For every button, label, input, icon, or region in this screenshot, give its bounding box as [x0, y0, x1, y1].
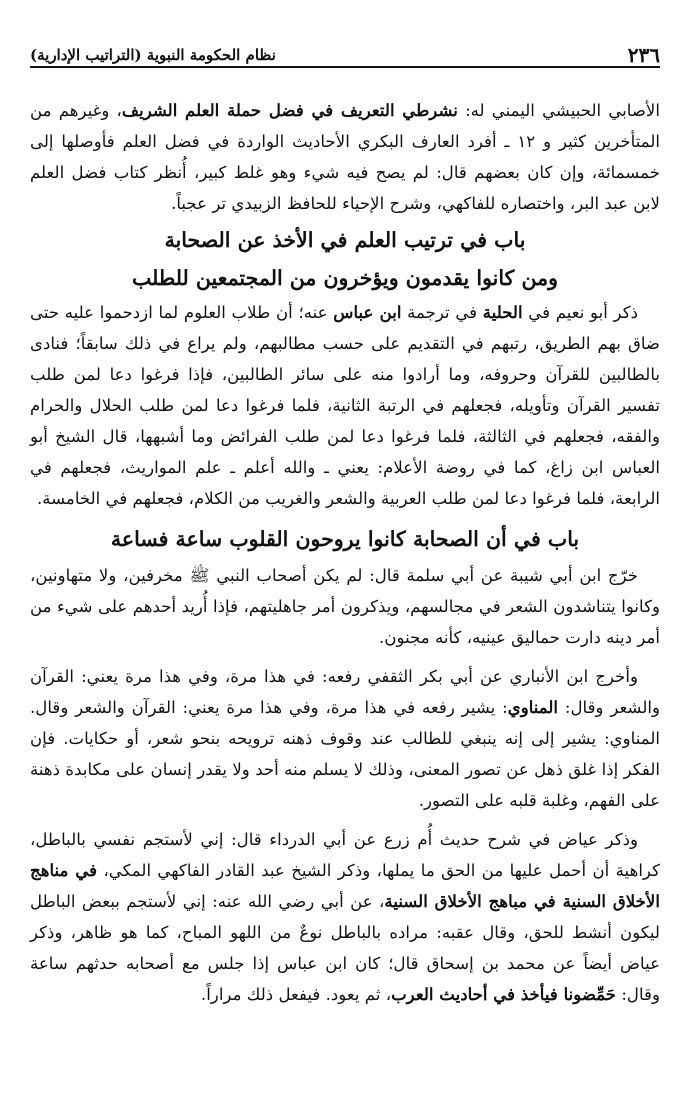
- bold-person-name: ابن عباس: [333, 302, 402, 322]
- section-heading-1-line-1: باب في ترتيب العلم في الأخذ عن الصحابة: [164, 228, 526, 252]
- bold-title: نشرطي التعريف في فضل حملة العلم الشريف: [121, 100, 458, 120]
- paragraph-2: ذكر أبو نعيم في الحلية في ترجمة ابن عباس عنه؛ أن طلاب العلوم لما ازدحموا عليه حتى ضاق بهم الطريق، رتبهم في التقديم على حسب مطالبهم، ولم يراع في ذلك سابقاً؛ فنادى بالطالبين للقرآن وحروفه، وما أرادوا منه على سائر الطالبين، فإذا فرغوا دعا لمن طلب تفسير القرآن وتأويله، فجعلهم في الرتبة الثانية، فلما فرغوا دعا لمن طلب الحلال والحرام والفقه، فجعلهم في الثالثة، فلما فرغوا دعا لمن طلب الفرائض وما أشبهها، قال الشيخ أبو العباس ابن زاغ، كما في روضة الأعلام: يعني ـ والله أعلم ـ علم المواريث، فجعلهم في الرابعة، فلما فرغوا دعا لمن طلب العربية والشعر والغريب من الكلام، فجعلهم في الخامسة.: [30, 302, 660, 508]
- paragraph-1: الأصابي الحبيشي اليمني له: نشرطي التعريف في فضل حملة العلم الشريف، وغيرهم من المتأخرين كثير و ١٢ ـ أفرد العارف البكري الأحاديث الواردة في فضل العلم فأوصلها إلى خمسمائة، وإن كان بعضهم قال: لم يصح فيه شيء وهو غلط كبير، أُنظر كتاب فضل العلم لابن عبد البر، واختصاره للفاكهي، وشرح الإحياء للحافظ الزبيدي تر عجباً.: [30, 100, 660, 213]
- section-heading-1-line-2: ومن كانوا يقدمون ويؤخرون من المجتمعين للطلب: [132, 266, 558, 290]
- bold-quote: حَمِّضونا فيأخذ في أحاديث العرب: [391, 984, 617, 1004]
- section-heading-2: باب في أن الصحابة كانوا يروحون القلوب ساعة فساعة: [110, 527, 580, 551]
- page-body: [30, 95, 660, 1010]
- header-divider: [30, 66, 660, 68]
- paragraph-5: وذكر عياض في شرح حديث أُم زرع عن أبي الدرداء قال: إني لأستجم نفسي بالباطل، كراهية أن أحمل عليها من الحق ما يملها، وذكر الشيخ عبد القادر الفاكهي المكي، في مناهج الأخلاق السنية في مباهج الأخلاق السنية، عن أبي رضي الله عنه: إني لأستجم ببعض الباطل ليكون أنشط للحق، وقال عقبه: مراده بالباطل نوعٌ من اللهو المباح، كما هو ظاهر، وذكر عياض أيضاً عن محمد بن إسحاق قال؛ كان ابن عباس إذا جلس مع أصحابه حدثهم ساعة وقال: حَمِّضونا فيأخذ في أحاديث العرب، ثم يعود. فيفعل ذلك مراراً.: [30, 830, 660, 1004]
- paragraph-3: خرّج ابن أبي شيبة عن أبي سلمة قال: لم يكن أصحاب النبي ﷺ مخرفين، ولا متهاونين، وكانوا يتناشدون الشعر في مجالسهم، ويذكرون أمر جاهليتهم، فإذا أُريد أحدهم على شيء من أمر دينه دارت حماليق عينيه، كأنه مجنون.: [30, 566, 660, 647]
- page-number: ٢٣٦: [627, 43, 660, 67]
- paragraph-4: وأخرج ابن الأنباري عن أبي بكر الثقفي رفعه: في هذا مرة، وفي هذا مرة يعني: القرآن والشعر وقال: المناوي: يشير رفعه في هذا مرة، وفي هذا مرة يعني: القرآن والشعر وقال. المناوي: يشير إلى إنه ينبغي للطالب عند وقوف ذهنه ترويحه بنحو شعر، أو حكايات. فإن الفكر إذا غلق ذهل عن تصور المعنى، وذلك لا يسلم منه أحد ولا يقدر إنسان على مكابدة ذهنة على الفهم، وغلبة قلبه على التصور.: [30, 667, 661, 810]
- bold-book-title: في مناهج الأخلاق السنية في مباهج الأخلاق السنية: [30, 860, 660, 911]
- bold-author-name: المناوي: [507, 697, 559, 717]
- bold-book-name: الحلية: [482, 302, 523, 322]
- running-title: نظام الحكومة النبوية (التراتيب الإدارية): [30, 46, 276, 64]
